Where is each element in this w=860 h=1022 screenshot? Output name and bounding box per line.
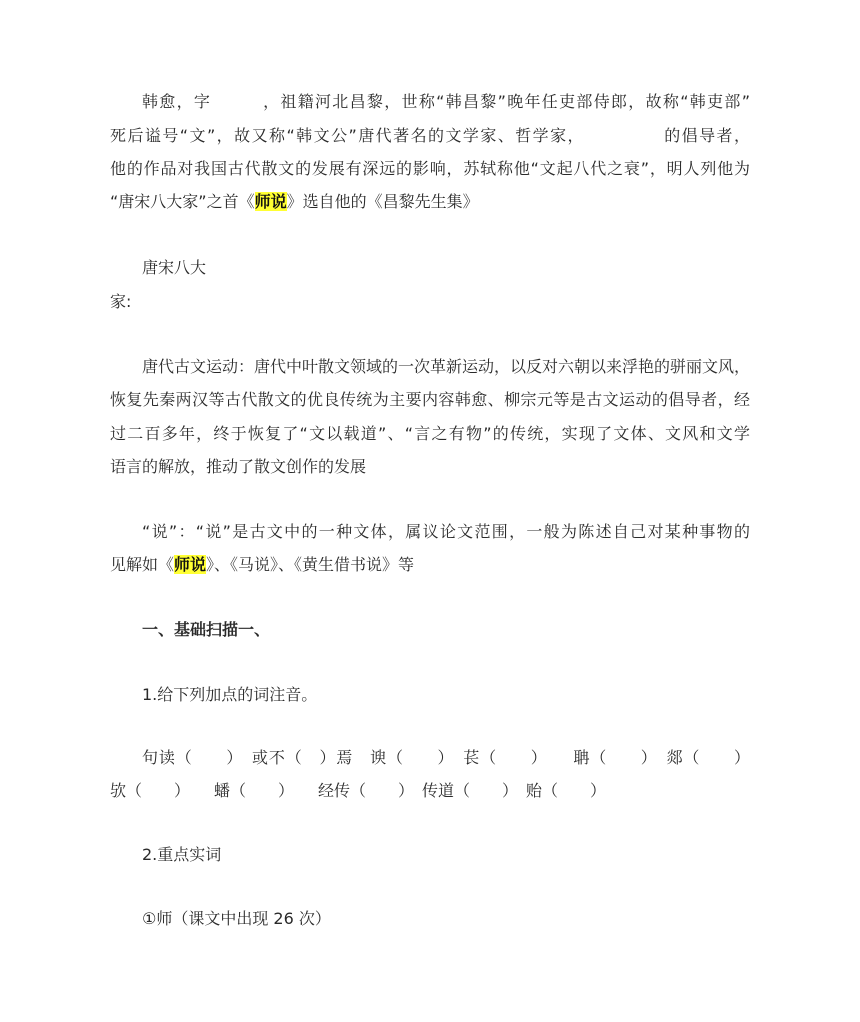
paragraph-shuo-line-2 (110, 555, 750, 575)
vocab-item-1: ①师（课文中出现 26 次） (142, 909, 331, 928)
paragraph-guwen-line-1: 唐代古文运动：唐代中叶散文领域的一次革新运动，以反对六朝以来浮艳的骈丽文风， (142, 357, 751, 376)
question-2: 2.重点实词 (142, 845, 222, 864)
pinyin-row-2: 欤（ ） 蟠（ ） 经传（ ） 传道（ ） 贻（ ） (110, 781, 607, 800)
paragraph-guwen-line-4: 语言的解放，推动了散文创作的发展 (110, 457, 367, 476)
paragraph-han-yu-line-1: 韩愈，字 ，祖籍河北昌黎，世称“韩昌黎”晚年任吏部侍郎，故称“韩吏部” (142, 92, 750, 111)
eight-masters-label-line-1: 唐宋八大 (142, 258, 207, 277)
eight-masters-label-line-2: 家: (110, 292, 132, 311)
section-heading: 一、基础扫描一、 (142, 620, 271, 639)
paragraph-han-yu-line-2: 死后谥号“文”，故又称“韩文公”唐代著名的文学家、哲学家， 的倡导者， (110, 126, 750, 145)
paragraph-shuo-line-1: “说”：“说”是古文中的一种文体，属议论文范围，一般为陈述自己对某种事物的 (142, 522, 750, 541)
text-span: “唐宋八大家”之首《 (110, 192, 255, 211)
pinyin-row-1: 句读（ ） 或不（ ）焉 谀（ ） 苌（ ） 聃（ ） 郯（ ） (142, 748, 750, 767)
paragraph-guwen-line-2: 恢复先秦两汉等古代散文的优良传统为主要内容韩愈、柳宗元等是古文运动的倡导者，经 (110, 390, 750, 409)
text-span: 》、《马说》、《黄生借书说》等 (206, 555, 415, 574)
highlighted-title: 师说 (174, 555, 207, 574)
highlighted-title: 师说 (254, 192, 287, 211)
paragraph-han-yu-line-4 (110, 192, 750, 212)
text-span: 见解如《 (110, 555, 175, 574)
question-1: 1.给下列加点的词注音。 (142, 685, 318, 704)
paragraph-han-yu-line-3: 他的作品对我国古代散文的发展有深远的影响，苏轼称他“文起八代之衰”，明人列他为 (110, 159, 750, 178)
text-span: 》选自他的《昌黎先生集》 (286, 192, 479, 211)
paragraph-guwen-line-3: 过二百多年，终于恢复了“文以载道”、“言之有物”的传统，实现了文体、文风和文学 (110, 424, 750, 443)
